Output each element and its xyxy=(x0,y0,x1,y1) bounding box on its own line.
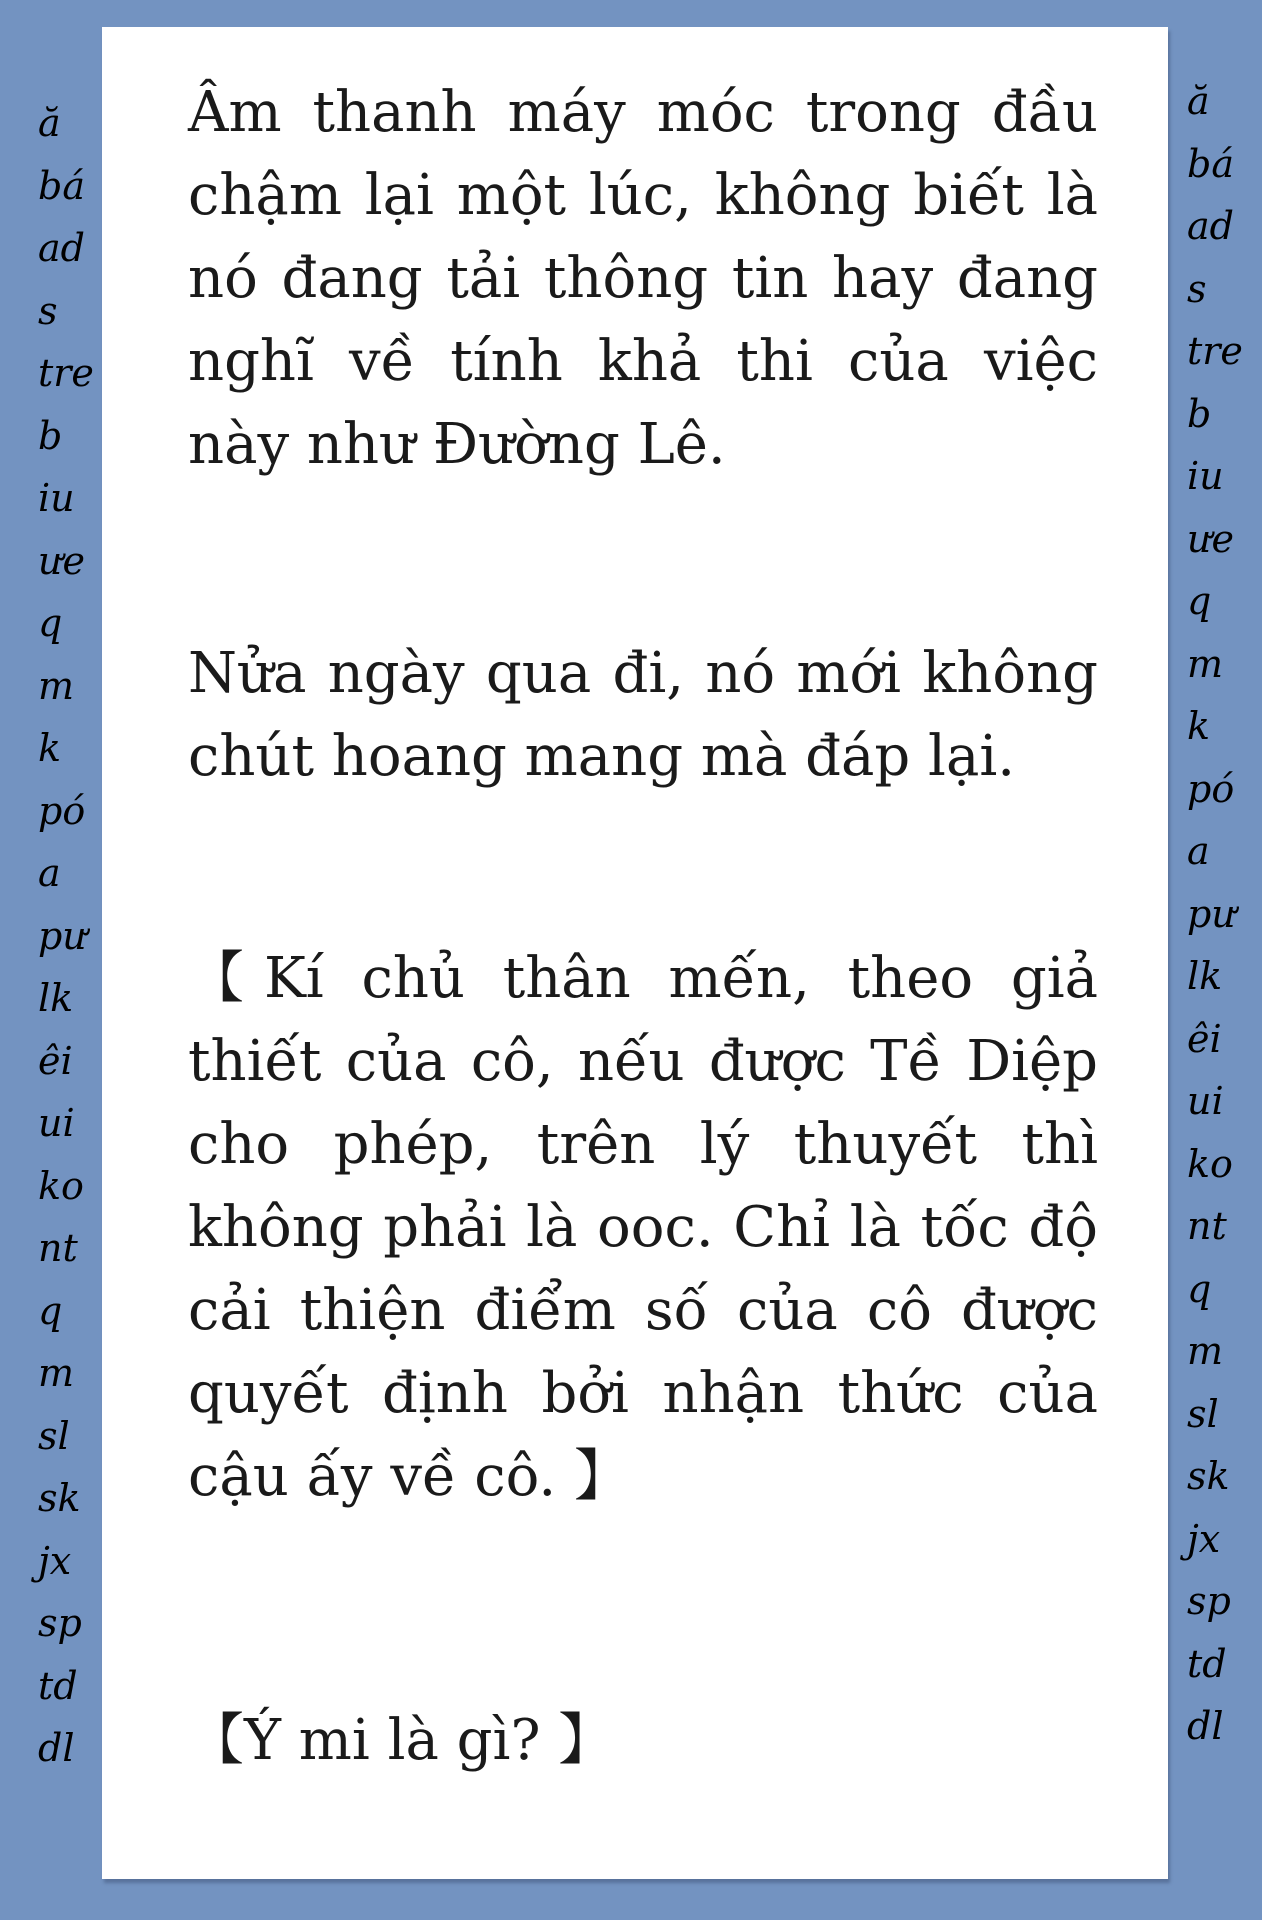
margin-letter: q xyxy=(38,1288,63,1333)
margin-letter: sl xyxy=(1187,1391,1219,1436)
margin-letter: pó xyxy=(1187,766,1235,811)
margin-letter: q xyxy=(1187,579,1212,623)
margin-letter: ad xyxy=(38,226,85,270)
margin-letter: sk xyxy=(38,1476,81,1520)
paragraph-1: Âm thanh máy móc trong đầu chậm lại một lúc, không biết là nó đang tải thông tin hay đang nghĩ về tính khả thi của việc này như Đường Lê. xyxy=(188,80,1098,477)
margin-letter: s xyxy=(1187,266,1207,311)
margin-letter: nt xyxy=(38,1226,78,1270)
margin-letter: ko xyxy=(1187,1141,1233,1186)
margin-letter: pó xyxy=(38,788,86,833)
right-margin-letters xyxy=(1187,70,1262,1758)
margin-letter: m xyxy=(1187,641,1224,686)
margin-letter: td xyxy=(1187,1641,1227,1686)
margin-letter: iu xyxy=(1187,454,1224,498)
margin-letter: q xyxy=(1187,1266,1212,1311)
margin-letter: dl xyxy=(38,1726,75,1770)
margin-letter: êi xyxy=(38,1038,73,1083)
text-page xyxy=(102,27,1168,1879)
margin-letter: tre xyxy=(38,351,94,395)
margin-letter: a xyxy=(38,851,61,895)
margin-letter: pư xyxy=(1187,891,1236,936)
margin-letter: bá xyxy=(1187,141,1234,186)
margin-letter: sl xyxy=(38,1413,70,1458)
margin-letter: s xyxy=(38,288,58,333)
margin-letter: b xyxy=(38,413,63,458)
margin-letter: iu xyxy=(38,476,75,520)
margin-letter: ă xyxy=(38,101,61,145)
margin-letter: m xyxy=(1187,1329,1224,1373)
margin-letter: ă xyxy=(1187,79,1210,123)
margin-letter: m xyxy=(38,663,75,708)
margin-letter: td xyxy=(38,1663,78,1708)
margin-letter: ưe xyxy=(1187,516,1234,561)
margin-letter: sp xyxy=(38,1601,82,1645)
margin-letter: ko xyxy=(38,1163,84,1208)
margin-letter: ưe xyxy=(38,538,85,583)
margin-letter: a xyxy=(1187,829,1210,873)
margin-letter: ui xyxy=(1187,1079,1224,1123)
margin-letter: bá xyxy=(38,163,85,208)
margin-letter: ad xyxy=(1187,204,1234,248)
margin-letter: jx xyxy=(38,1538,72,1583)
margin-letter: b xyxy=(1187,391,1212,436)
margin-letter: nt xyxy=(1187,1204,1227,1248)
margin-letter: lk xyxy=(1187,954,1223,998)
margin-letter: êi xyxy=(1187,1016,1222,1061)
margin-letter: lk xyxy=(38,976,74,1020)
margin-letter: pư xyxy=(38,913,87,958)
margin-letter: jx xyxy=(1187,1516,1221,1561)
paragraph-3: 【Kí chủ thân mến, theo giả thiết của cô, nếu được Tề Diệp cho phép, trên lý thuyết thì không phải là ooc. Chỉ là tốc độ cải thiện điểm số của cô được quyết định bởi nhận thức của cậu ấy về cô. 】 xyxy=(188,946,1098,1509)
margin-letter: k xyxy=(38,726,62,770)
margin-letter: m xyxy=(38,1351,75,1395)
margin-letter: dl xyxy=(1187,1704,1224,1748)
paragraph-2: Nửa ngày qua đi, nó mới không chút hoang mang mà đáp lại. xyxy=(188,641,1098,789)
paragraph-4: 【Ý mi là gì? 】 xyxy=(188,1708,615,1773)
margin-letter: sp xyxy=(1187,1579,1231,1623)
margin-letter: k xyxy=(1187,704,1211,748)
margin-letter: ui xyxy=(38,1101,75,1145)
margin-letter: tre xyxy=(1187,329,1243,373)
margin-letter: q xyxy=(38,601,63,645)
margin-letter: sk xyxy=(1187,1454,1230,1498)
